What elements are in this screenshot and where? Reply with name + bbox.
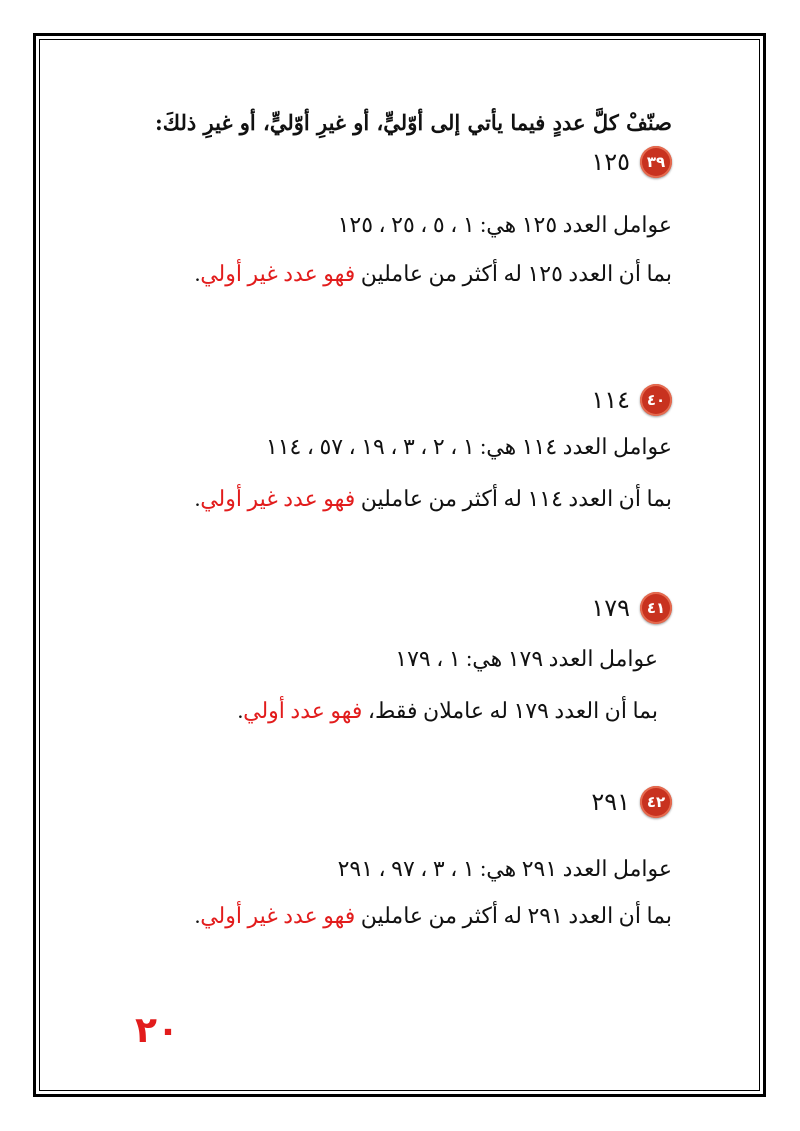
- conclusion-end: .: [194, 903, 201, 928]
- problem-41: [112, 590, 672, 722]
- conclusion-line: [112, 488, 672, 510]
- conclusion-line: [112, 263, 672, 285]
- page-number: ٢٠: [135, 1010, 179, 1051]
- factors-line: عوامل العدد ٢٩١ هي: ١ ، ٣ ، ٩٧ ، ٢٩١: [337, 856, 672, 881]
- conclusion-line: [112, 905, 672, 927]
- conclusion-prefix: بما أن العدد ١٢٥ له أكثر من عاملين: [355, 261, 672, 286]
- problem-39: [112, 144, 672, 285]
- conclusion-end: .: [237, 698, 244, 723]
- conclusion-highlight: فهو عدد غير أولي: [200, 261, 356, 286]
- conclusion-highlight: فهو عدد غير أولي: [200, 486, 356, 511]
- factors-line: عوامل العدد ١٧٩ هي: ١ ، ١٧٩: [395, 646, 658, 671]
- conclusion-highlight: فهو عدد غير أولي: [200, 903, 356, 928]
- problem-value: ١٧٩: [591, 594, 630, 622]
- problem-number-badge: ٤٠: [640, 384, 672, 416]
- factors-line: عوامل العدد ١٢٥ هي: ١ ، ٥ ، ٢٥ ، ١٢٥: [337, 212, 672, 237]
- conclusion-prefix: بما أن العدد ٢٩١ له أكثر من عاملين: [355, 903, 672, 928]
- conclusion-prefix: بما أن العدد ١١٤ له أكثر من عاملين: [355, 486, 672, 511]
- conclusion-end: .: [194, 261, 201, 286]
- problem-header: [112, 144, 672, 180]
- problem-42: [112, 784, 672, 927]
- conclusion-prefix: بما أن العدد ١٧٩ له عاملان فقط،: [362, 698, 658, 723]
- factors-line: عوامل العدد ١١٤ هي: ١ ، ٢ ، ٣ ، ١٩ ، ٥٧ ، ١١٤: [265, 434, 672, 459]
- problem-value: ١٢٥: [591, 148, 630, 176]
- problem-number-badge: ٤١: [640, 592, 672, 624]
- problem-number-badge: ٤٢: [640, 786, 672, 818]
- problem-header: [112, 784, 672, 820]
- problem-40: [112, 382, 672, 510]
- conclusion-line: [112, 700, 658, 722]
- problem-value: ٢٩١: [591, 788, 630, 816]
- problem-header: [112, 590, 672, 626]
- problem-header: [112, 382, 672, 418]
- problem-value: ١١٤: [591, 386, 630, 414]
- conclusion-highlight: فهو عدد أولي: [243, 698, 363, 723]
- conclusion-end: .: [194, 486, 201, 511]
- instruction-text: صنّفْ كلَّ عددٍ فيما يأتي إلى أوّليٍّ، أو غيرِ أوّليٍّ، أو غيرِ ذلكَ:: [155, 110, 672, 135]
- problem-number-badge: ٣٩: [640, 146, 672, 178]
